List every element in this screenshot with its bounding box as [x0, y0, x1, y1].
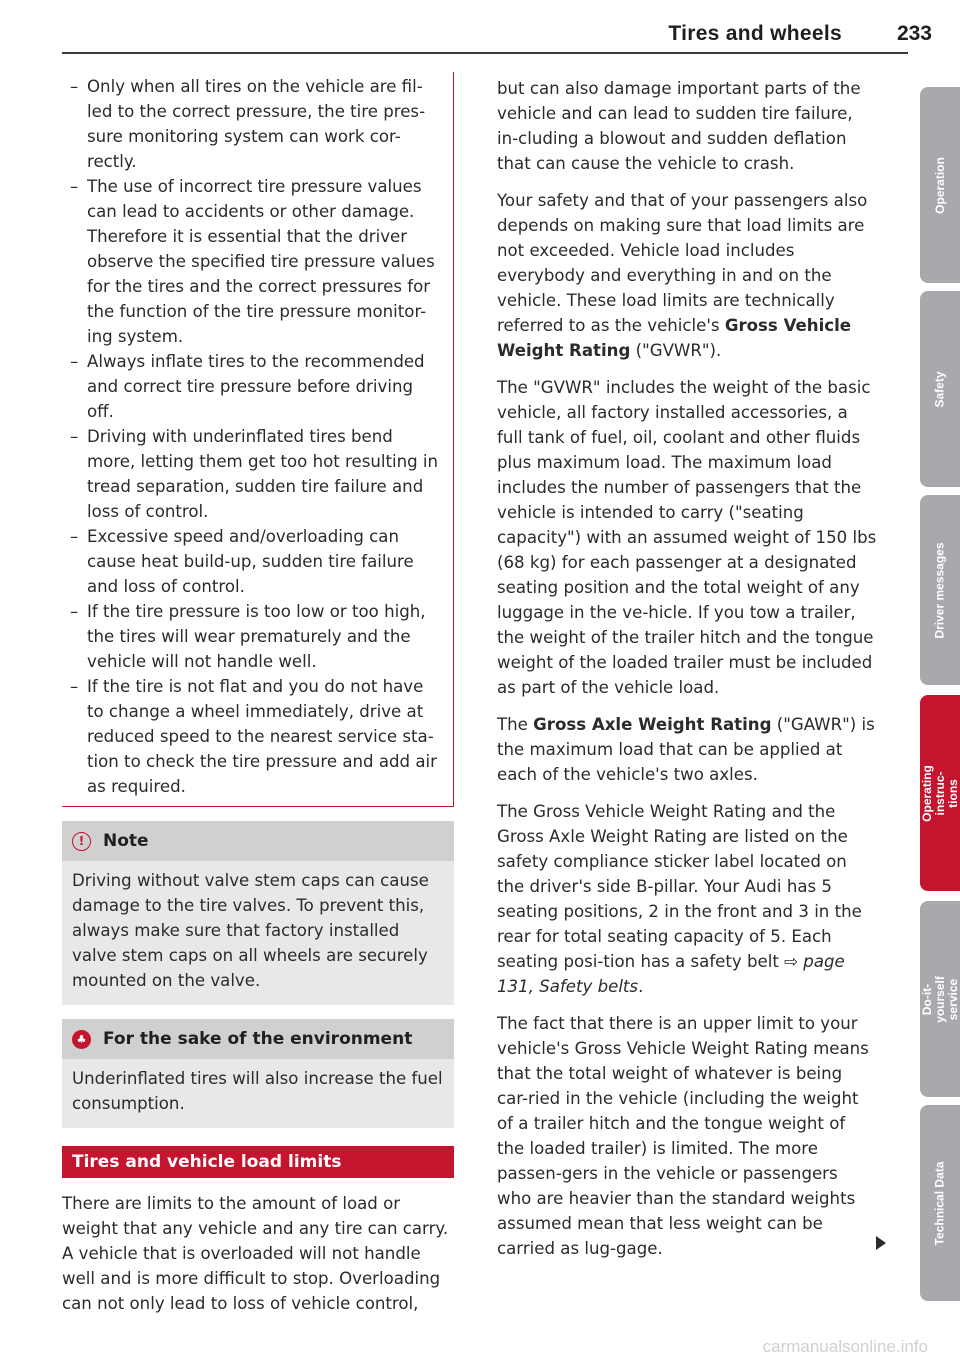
- tab-label: Operating instruc-tions: [919, 764, 960, 822]
- tab-label: Technical Data: [932, 1161, 947, 1245]
- tab-safety[interactable]: [920, 291, 960, 487]
- tab-operating-instructions[interactable]: [920, 695, 960, 891]
- page-reference-link[interactable]: ⇨ page 131, Safety belts: [497, 952, 845, 996]
- page-number: 233: [896, 22, 932, 45]
- tab-operation[interactable]: [920, 87, 960, 283]
- tab-technical-data[interactable]: [920, 1105, 960, 1301]
- warning-item: – Driving with underinflated tires bend more, letting them get too hot resulting in tread separation, sudden tire failure and loss of control.: [70, 424, 441, 524]
- note-box: [62, 821, 454, 1005]
- environment-text: Underinflated tires will also increase the fuel consumption.: [72, 1069, 443, 1113]
- tab-do-it-yourself-service[interactable]: [920, 901, 960, 1097]
- note-title: Note: [103, 830, 149, 851]
- watermark: carmanualsonline.info: [762, 1337, 928, 1356]
- term-gvwr: Gross Vehicle Weight Rating: [497, 316, 852, 360]
- warning-box: [62, 72, 454, 807]
- environment-box: [62, 1019, 454, 1128]
- chapter-title: Tires and wheels: [668, 22, 842, 45]
- note-text: Driving without valve stem caps can cause damage to the tire valves. To prevent this, always make sure that factory installed valve stem caps on all wheels are securely mounted on the valve.: [72, 871, 429, 990]
- text-run: The Gross Vehicle Weight Rating and the Gross Axle Weight Rating are listed on the safety compliance sticker label located on the driver's side B-pillar. Your Audi has 5 seating positions, 2 in the front and 3 in the rear for total seating capacity of 5. Each seating posi-tion has a safety belt: [497, 802, 862, 971]
- right-column: [497, 76, 877, 1273]
- chapter-tabs: [920, 0, 960, 1361]
- text-run: ("GVWR").: [630, 341, 722, 360]
- leaf-icon: ♣: [72, 1030, 91, 1049]
- warning-item: – If the tire pressure is too low or too high, the tires will wear prematurely and the vehicle will not handle well.: [70, 599, 441, 674]
- environment-title: For the sake of the environment: [103, 1028, 413, 1049]
- section-intro: There are limits to the amount of load or weight that any vehicle and any tire can carry. A vehicle that is overloaded will not handle well and is more difficult to stop. Overloading can not only lead to loss of vehicle control,: [62, 1194, 449, 1313]
- term-gawr: Gross Axle Weight Rating: [533, 715, 772, 734]
- warning-list: [70, 74, 441, 799]
- left-column: [62, 72, 454, 1316]
- warning-item: – Only when all tires on the vehicle are fil-led to the correct pressure, the tire pres-sure monitoring system can work cor-rectly.: [70, 74, 441, 174]
- warning-item: – Always inflate tires to the recommended and correct tire pressure before driving off.: [70, 349, 441, 424]
- tab-label: Do-it-yourself service: [919, 975, 960, 1023]
- warning-item: – Excessive speed and/overloading can cause heat build-up, sudden tire failure and loss of control.: [70, 524, 441, 599]
- warning-item: – The use of incorrect tire pressure values can lead to accidents or other damage. Therefore it is essential that the driver observe the specified tire pressure values for the tires and the correct pressures for the function of the tire pressure monitor-ing system.: [70, 174, 441, 349]
- info-icon: !: [72, 832, 91, 851]
- tab-label: Operation: [932, 156, 947, 214]
- tab-driver-messages[interactable]: [920, 495, 960, 685]
- warning-item: – If the tire is not flat and you do not have to change a wheel immediately, drive at reduced speed to the nearest service sta-tion to check the tire pressure and add air as required.: [70, 674, 441, 799]
- paragraph: [497, 799, 877, 999]
- text-run: .: [638, 977, 644, 996]
- paragraph: [497, 188, 877, 363]
- paragraph: [497, 712, 877, 787]
- paragraph: but can also damage important parts of the vehicle and can lead to sudden tire failure, in-cluding a blowout and sudden deflation that can cause the vehicle to crash.: [497, 79, 861, 173]
- paragraph: The fact that there is an upper limit to your vehicle's Gross Vehicle Weight Rating means that the total weight of whatever is being car-ried in the vehicle (including the weight of a trailer hitch and the tongue weight of the loaded trailer) is limited. The more passen-gers in the vehicle or passengers who are heavier than the standard weights assumed mean that less weight can be carried as lug-gage.: [497, 1014, 869, 1258]
- text-run: ("GAWR") is the maximum load that can be applied at each of the vehicle's two axles.: [497, 715, 875, 784]
- tab-label: Safety: [932, 370, 947, 408]
- text-run: Your safety and that of your passengers also depends on making sure that load limits are not exceeded. Vehicle load includes everybody and everything in and on the vehicle. These load limits are technically referred to as the vehicle's: [497, 191, 868, 335]
- header-divider: [62, 52, 908, 54]
- continue-arrow-icon: [876, 1236, 886, 1250]
- paragraph: The "GVWR" includes the weight of the basic vehicle, all factory installed accessories, a full tank of fuel, oil, coolant and other fluids plus maximum load. The maximum load includes the number of passengers that the vehicle is intended to carry ("seating capacity") with an assumed weight of 150 lbs (68 kg) for each passenger at a designated seating position and the total weight of any luggage in the ve-hicle. If you tow a trailer, the weight of the trailer hitch and the tongue weight of the loaded trailer must be included as part of the vehicle load.: [497, 378, 877, 697]
- environment-header: [62, 1019, 454, 1059]
- tab-label: Driver messages: [932, 541, 947, 639]
- note-header: [62, 821, 454, 861]
- section-heading: Tires and vehicle load limits: [62, 1146, 454, 1178]
- text-run: The: [497, 715, 534, 734]
